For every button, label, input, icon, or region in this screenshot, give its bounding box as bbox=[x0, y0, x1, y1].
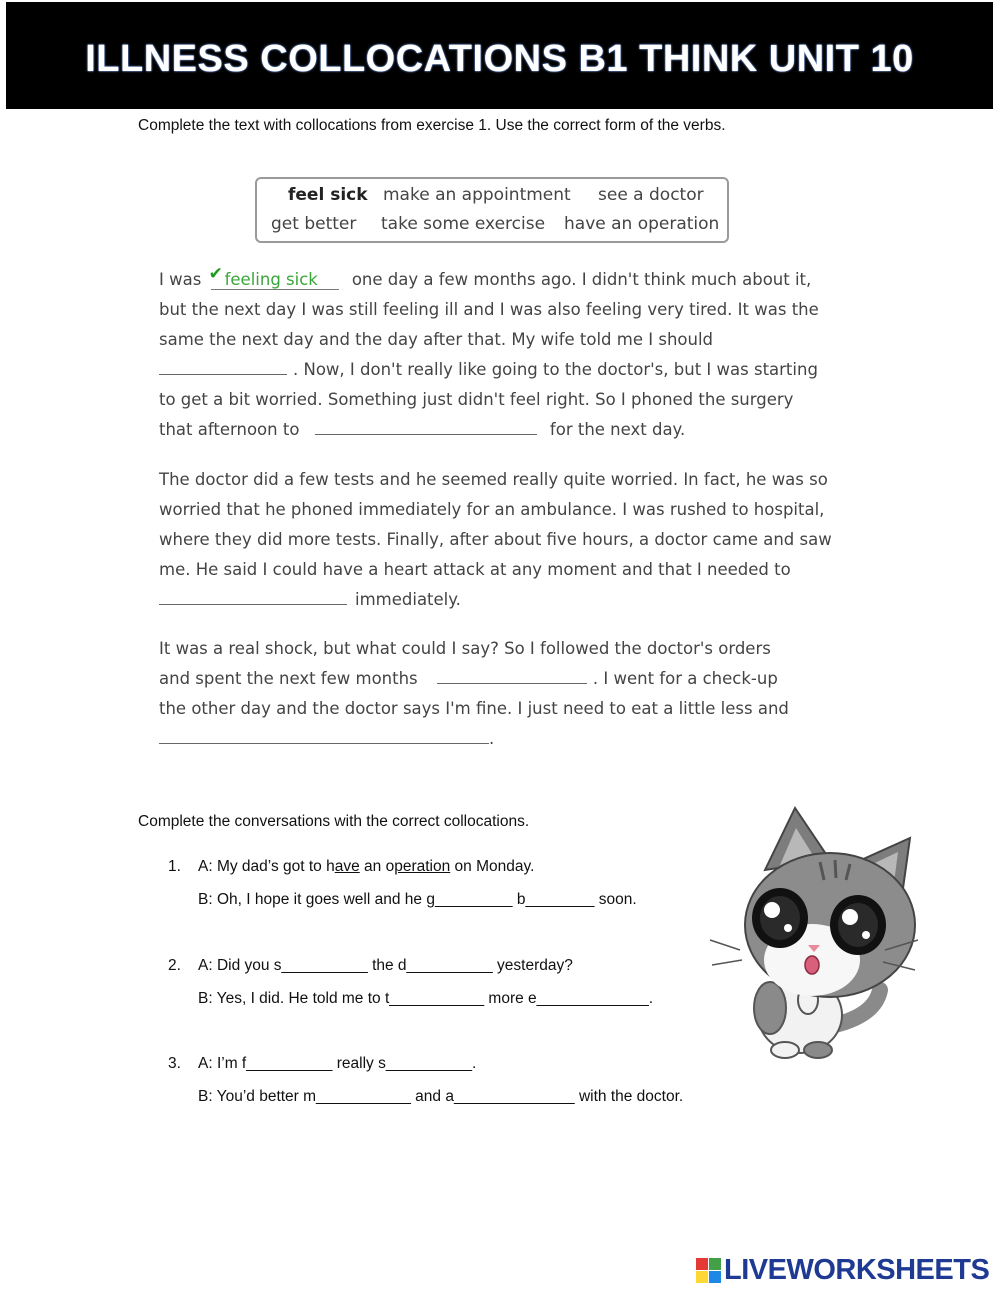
story-text: same the next day and the day after that. My wife told me I should bbox=[159, 330, 714, 349]
answer-field-6[interactable] bbox=[159, 729, 489, 744]
story-text: . Now, I don't really like going to the doctor's, but I was starting bbox=[293, 360, 818, 379]
logo-block bbox=[709, 1258, 721, 1270]
word-feel-sick: feel sick bbox=[288, 185, 368, 205]
logo-block bbox=[709, 1271, 721, 1283]
word-see-doctor: see a doctor bbox=[598, 185, 704, 205]
story-text: and spent the next few months bbox=[159, 669, 418, 688]
instruction-1: Complete the text with collocations from exercise 1. Use the correct form of the verbs. bbox=[138, 117, 726, 134]
conversation-line-a: A: My dad’s got to have an operation on Monday. bbox=[198, 858, 535, 875]
story-text: It was a real shock, but what could I say? So I followed the doctor's orders bbox=[159, 639, 771, 658]
story-text: . I went for a check-up bbox=[592, 669, 778, 688]
story-text: worried that he phoned immediately for an ambulance. I was rushed to hospital, bbox=[159, 500, 825, 519]
page-title: ILLNESS COLLOCATIONS B1 THINK UNIT 10 bbox=[85, 38, 914, 80]
answer-field-5[interactable] bbox=[437, 669, 587, 684]
answer-field-3[interactable] bbox=[315, 420, 537, 435]
story-text: . bbox=[489, 729, 495, 748]
word-make-appointment: make an appointment bbox=[383, 185, 571, 205]
cat-illustration bbox=[700, 800, 925, 1060]
story-text: I was bbox=[159, 270, 202, 289]
story-text: immediately. bbox=[355, 590, 461, 609]
story-text: to get a bit worried. Something just didn't feel right. So I phoned the surgery bbox=[159, 390, 794, 409]
story-text: for the next day. bbox=[549, 420, 686, 439]
answer-field-1[interactable] bbox=[208, 264, 339, 290]
answer-field-2[interactable] bbox=[159, 360, 287, 375]
story-text: where they did more tests. Finally, after about five hours, a doctor came and saw bbox=[159, 530, 832, 549]
conversation-line-a[interactable]: A: I’m f__________ really s__________. bbox=[198, 1055, 477, 1072]
word-box bbox=[255, 177, 729, 243]
logo-text: LIVEWORKSHEETS bbox=[724, 1253, 990, 1286]
answer-field-4[interactable] bbox=[159, 590, 347, 605]
logo-block bbox=[696, 1271, 708, 1283]
answer-text: feeling sick bbox=[224, 270, 318, 289]
story-text: the other day and the doctor says I'm fine. I just need to eat a little less and bbox=[159, 699, 789, 718]
title-banner bbox=[6, 2, 993, 109]
conversation-line-b[interactable]: B: You’d better m___________ and a______________ with the doctor. bbox=[198, 1088, 684, 1105]
story-text: me. He said I could have a heart attack at any moment and that I needed to bbox=[159, 560, 791, 579]
logo-icon bbox=[696, 1258, 721, 1283]
liveworksheets-logo bbox=[696, 1254, 989, 1286]
word-take-exercise: take some exercise bbox=[381, 214, 546, 234]
story-text: one day a few months ago. I didn't think much about it, bbox=[351, 270, 812, 289]
item-number: 3. bbox=[168, 1055, 181, 1072]
conversation-line-b[interactable]: B: Yes, I did. He told me to t___________ more e_____________. bbox=[198, 990, 654, 1007]
item-number: 2. bbox=[168, 957, 181, 974]
instruction-2: Complete the conversations with the correct collocations. bbox=[138, 813, 530, 830]
word-get-better: get better bbox=[271, 214, 357, 234]
conversation-line-b[interactable]: B: Oh, I hope it goes well and he g_________ b________ soon. bbox=[198, 891, 637, 908]
check-icon: ✔ bbox=[208, 264, 223, 284]
story-text: but the next day I was still feeling ill and I was also feeling very tired. It was the bbox=[159, 300, 819, 319]
story-text: The doctor did a few tests and he seemed really quite worried. In fact, he was so bbox=[159, 470, 828, 489]
item-number: 1. bbox=[168, 858, 181, 875]
conversation-line-a[interactable]: A: Did you s__________ the d__________ yesterday? bbox=[198, 957, 573, 974]
word-have-operation: have an operation bbox=[564, 214, 720, 234]
logo-block bbox=[696, 1258, 708, 1270]
story-text: that afternoon to bbox=[159, 420, 300, 439]
